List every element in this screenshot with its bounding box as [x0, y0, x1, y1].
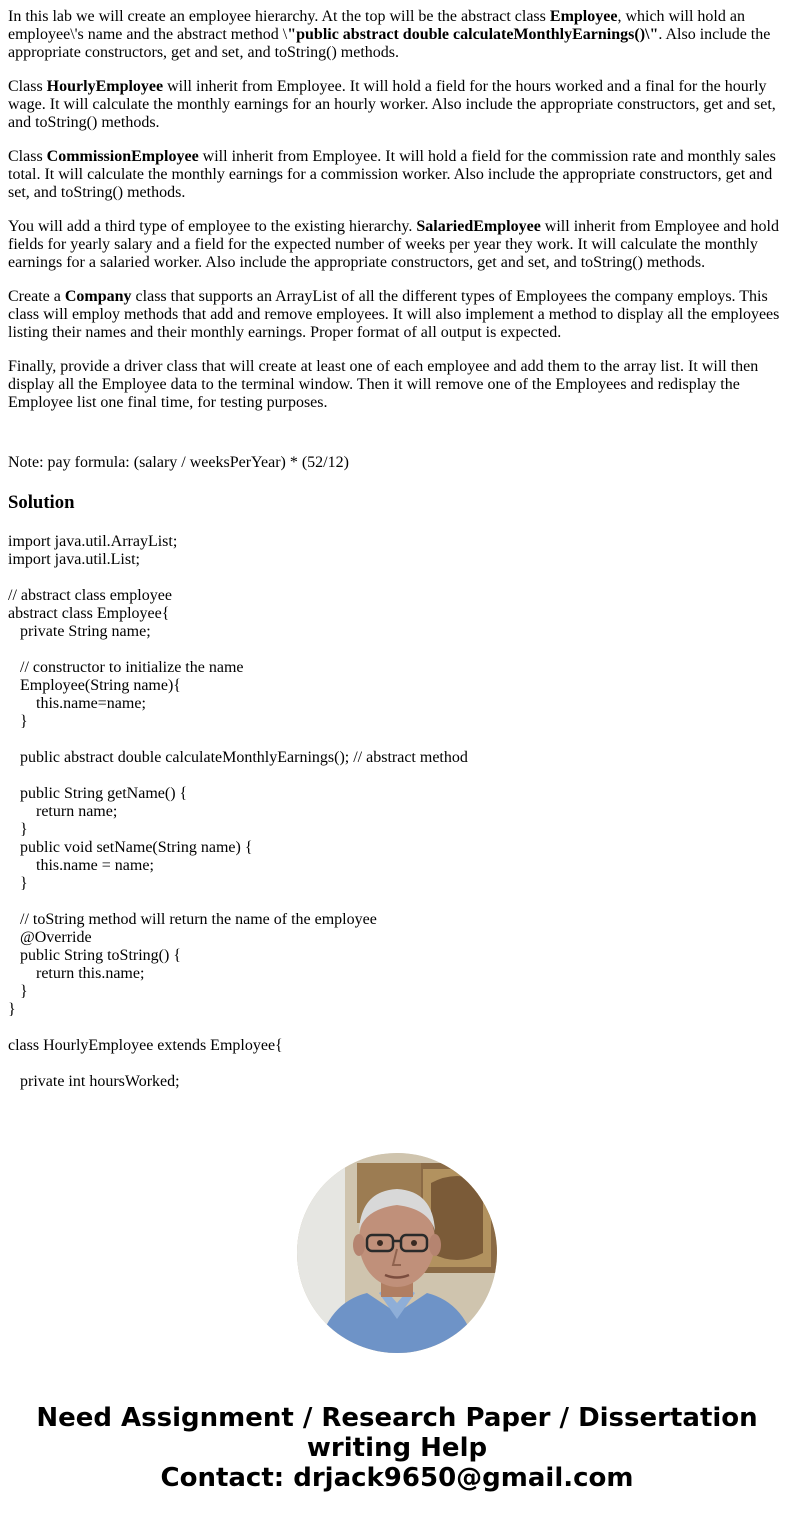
solution-heading: Solution [8, 492, 75, 513]
question-content [8, 8, 788, 1123]
author-avatar [297, 1153, 497, 1353]
intro-paragraph-company [8, 288, 788, 342]
text-span: Class [8, 78, 47, 95]
text-span: class that supports an ArrayList of all the different types of Employees the company employs. This class will employ methods that add and remove employees. It will also implement a method to display all the employees listing their names and their monthly earnings. Proper format of all output is expected. [8, 288, 780, 341]
text-span: You will add a third type of employee to the existing hierarchy. [8, 218, 417, 235]
pay-formula-note: Note: pay formula: (salary / weeksPerYear) * (52/12) [8, 454, 349, 471]
banner-line-1: Need Assignment / Research Paper / Dissertation [36, 1403, 758, 1433]
intro-paragraph-employee [8, 8, 788, 62]
text-span: will inherit from Employee. It will hold a field for the commission rate and monthly sales total. It will calculate the monthly earnings for a commission worker. Also include the appropriate constructors, get and set, and toString() methods. [8, 148, 776, 201]
intro-paragraph-salaried [8, 218, 788, 272]
solution-code: import java.util.ArrayList; import java.util.List; // abstract class employee abstract class Employee{ private String name; // constructor to initialize the name Employee(String name){ this.name=name; } public abstract double calculateMonthlyEarnings(); // abstract method public String getName() { return name; } public void setName(String name) { this.name = name; } // toString method will return the name of the employee @Override public String toString() { return this.name; } } class HourlyEmployee extends Employee{ private int hoursWorked; [8, 533, 468, 1090]
class-name-salaried: SalariedEmployee [416, 218, 541, 235]
text-span: . Also include the appropriate constructors, get and set, and toString() methods. [8, 26, 771, 61]
intro-paragraph-driver: Finally, provide a driver class that will create at least one of each employee and add them to the array list. It will then display all the Employee data to the terminal window. Then it will remove one of the Employees and redisplay the Employee list one final time, for testing purposes. [8, 358, 759, 411]
class-name-company: Company [64, 288, 132, 305]
abstract-method-signature: "public abstract double calculateMonthlyEarnings()\" [287, 26, 659, 43]
portrait-image [297, 1153, 497, 1353]
intro-paragraph-hourly [8, 78, 788, 132]
text-span: Class [8, 148, 47, 165]
class-name-commission: CommissionEmployee [46, 148, 199, 165]
text-span: Create a [8, 288, 65, 305]
text-span: , which will hold an employee\'s name and the abstract method \ [8, 8, 745, 43]
class-name-hourly: HourlyEmployee [46, 78, 164, 95]
help-banner [0, 1403, 794, 1493]
class-name-employee: Employee [549, 8, 618, 25]
intro-paragraph-commission [8, 148, 788, 202]
text-span: will inherit from Employee. It will hold a field for the hours worked and a final for the hourly wage. It will calculate the monthly earnings for an hourly worker. Also include the appropriate constructors, get and set, and toString() methods. [8, 78, 776, 131]
banner-line-2: writing Help [306, 1433, 488, 1463]
text-span: will inherit from Employee and hold fields for yearly salary and a field for the expected number of weeks per year they work. It will calculate the monthly earnings for a salaried worker. Also include the appropriate constructors, get and set, and toString() methods. [8, 218, 779, 271]
text-span: In this lab we will create an employee hierarchy. At the top will be the abstract class [8, 8, 550, 25]
banner-contact-line: Contact: drjack9650@gmail.com [160, 1463, 634, 1493]
